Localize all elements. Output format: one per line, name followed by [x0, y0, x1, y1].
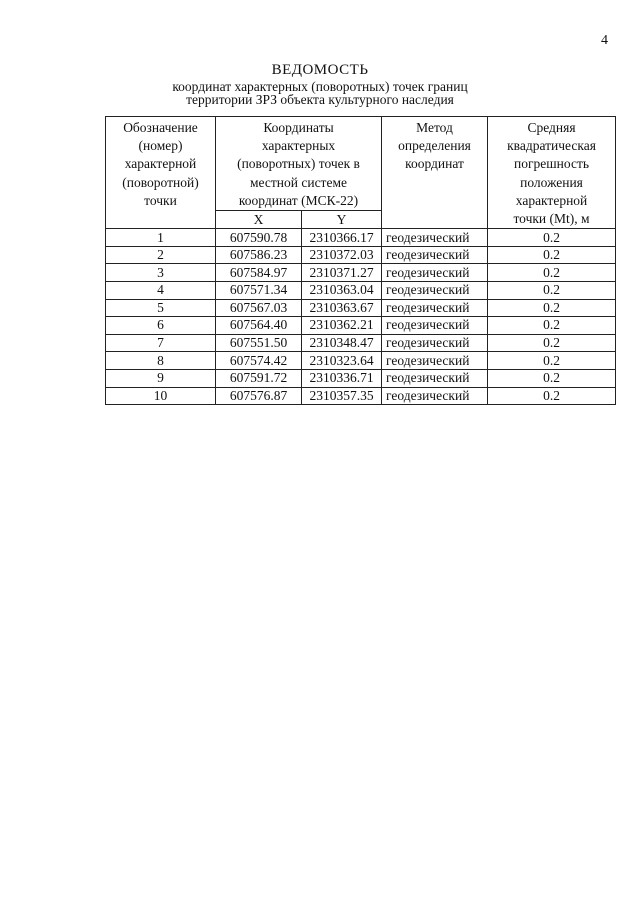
cell-point-number: 4	[106, 282, 216, 300]
cell-x: 607551.50	[216, 334, 302, 352]
table-row	[106, 299, 616, 317]
header-designation: Обозначение (номер) характерной (поворотной) точки	[106, 117, 216, 229]
cell-error: 0.2	[488, 352, 616, 370]
header-error: Средняя квадратическая погрешность положения характерной точки (Mt), м	[488, 117, 616, 229]
coordinates-table	[105, 116, 616, 405]
cell-method: геодезический	[382, 246, 488, 264]
cell-x: 607576.87	[216, 387, 302, 405]
cell-y: 2310372.03	[302, 246, 382, 264]
header-coordinates: Координаты характерных (поворотных) точек в местной системе координат (МСК-22)	[216, 117, 382, 211]
cell-y: 2310362.21	[302, 317, 382, 335]
cell-y: 2310366.17	[302, 229, 382, 247]
cell-point-number: 8	[106, 352, 216, 370]
header-y: Y	[302, 211, 382, 229]
cell-y: 2310371.27	[302, 264, 382, 282]
cell-method: геодезический	[382, 317, 488, 335]
cell-error: 0.2	[488, 369, 616, 387]
cell-point-number: 1	[106, 229, 216, 247]
cell-method: геодезический	[382, 229, 488, 247]
cell-method: геодезический	[382, 334, 488, 352]
table-row	[106, 264, 616, 282]
cell-method: геодезический	[382, 264, 488, 282]
table-row	[106, 229, 616, 247]
table-row	[106, 282, 616, 300]
cell-error: 0.2	[488, 299, 616, 317]
cell-point-number: 5	[106, 299, 216, 317]
document-title: ВЕДОМОСТЬ	[271, 62, 369, 78]
cell-method: геодезический	[382, 369, 488, 387]
cell-method: геодезический	[382, 387, 488, 405]
cell-x: 607571.34	[216, 282, 302, 300]
cell-x: 607564.40	[216, 317, 302, 335]
cell-error: 0.2	[488, 246, 616, 264]
cell-y: 2310336.71	[302, 369, 382, 387]
table-row	[106, 352, 616, 370]
cell-y: 2310357.35	[302, 387, 382, 405]
cell-x: 607584.97	[216, 264, 302, 282]
cell-point-number: 9	[106, 369, 216, 387]
table-row	[106, 387, 616, 405]
cell-y: 2310323.64	[302, 352, 382, 370]
document-subtitle-line2: территории ЗРЗ объекта культурного наследия	[186, 92, 454, 107]
header-x: X	[216, 211, 302, 229]
table-row	[106, 317, 616, 335]
header-method: Метод определения координат	[382, 117, 488, 229]
document-subtitle-line1: координат характерных (поворотных) точек границ	[172, 79, 468, 94]
cell-error: 0.2	[488, 317, 616, 335]
table-row	[106, 334, 616, 352]
cell-x: 607591.72	[216, 369, 302, 387]
cell-x: 607590.78	[216, 229, 302, 247]
table-row	[106, 246, 616, 264]
cell-x: 607567.03	[216, 299, 302, 317]
cell-method: геодезический	[382, 352, 488, 370]
cell-error: 0.2	[488, 387, 616, 405]
cell-point-number: 6	[106, 317, 216, 335]
cell-point-number: 10	[106, 387, 216, 405]
cell-x: 607586.23	[216, 246, 302, 264]
cell-error: 0.2	[488, 264, 616, 282]
cell-point-number: 3	[106, 264, 216, 282]
cell-error: 0.2	[488, 282, 616, 300]
cell-error: 0.2	[488, 229, 616, 247]
table-row	[106, 369, 616, 387]
cell-y: 2310348.47	[302, 334, 382, 352]
cell-y: 2310363.67	[302, 299, 382, 317]
cell-error: 0.2	[488, 334, 616, 352]
cell-y: 2310363.04	[302, 282, 382, 300]
cell-method: геодезический	[382, 299, 488, 317]
cell-x: 607574.42	[216, 352, 302, 370]
page-number: 4	[601, 33, 608, 48]
cell-point-number: 2	[106, 246, 216, 264]
cell-method: геодезический	[382, 282, 488, 300]
cell-point-number: 7	[106, 334, 216, 352]
